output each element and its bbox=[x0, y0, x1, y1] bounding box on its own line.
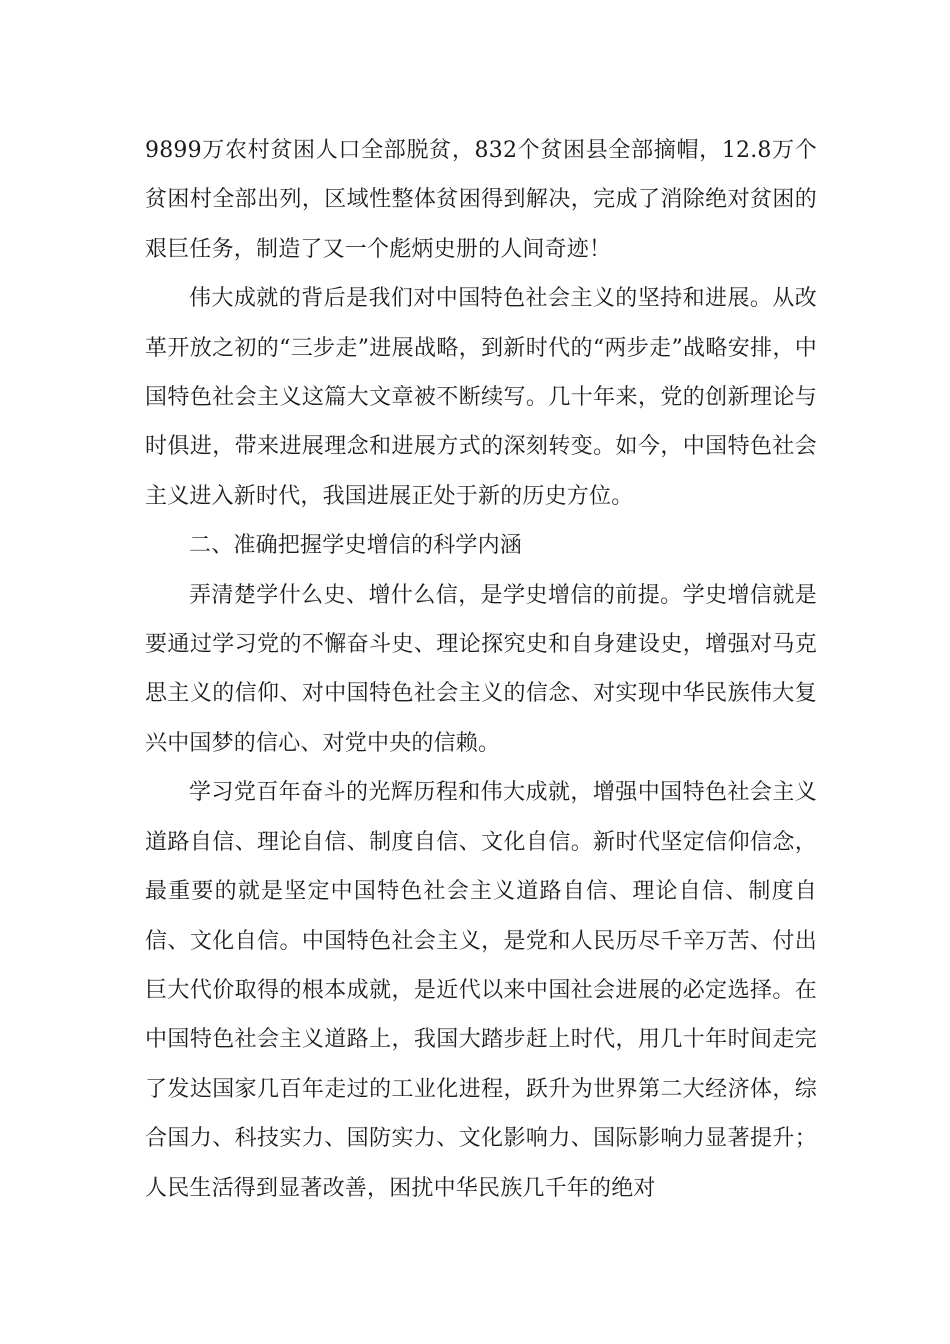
document-body bbox=[145, 126, 817, 1213]
paragraph-premise: 弄清楚学什么史、增什么信，是学史增信的前提。学史增信就是要通过学习党的不懈奋斗史、理论探究史和自身建设史，增强对马克思主义的信仰、对中国特色社会主义的信念、对实现中华民族伟大复兴中国梦的信心、对党中央的信赖。 bbox=[145, 582, 817, 756]
paragraph-achievements: 伟大成就的背后是我们对中国特色社会主义的坚持和进展。从改革开放之初的“三步走”进展战略，到新时代的“两步走”战略安排，中国特色社会主义这篇大文章被不断续写。几十年来，党的创新理论与时俱进，带来进展理念和进展方式的深刻转变。如今，中国特色社会主义进入新时代，我国进展正处于新的历史方位。 bbox=[145, 286, 817, 509]
section-heading: 二、准确把握学史增信的科学内涵 bbox=[189, 533, 523, 559]
paragraph-confidence: 学习党百年奋斗的光辉历程和伟大成就，增强中国特色社会主义道路自信、理论自信、制度自信、文化自信。新时代坚定信仰信念，最重要的就是坚定中国特色社会主义道路自信、理论自信、制度自信、文化自信。中国特色社会主义，是党和人民历尽千辛万苦、付出巨大代价取得的根本成就，是近代以来中国社会进展的必定选择。在中国特色社会主义道路上，我国大踏步赶上时代，用几十年时间走完了发达国家几百年走过的工业化进程，跃升为世界第二大经济体，综合国力、科技实力、国防实力、文化影响力、国际影响力显著提升；人民生活得到显著改善，困扰中华民族几千年的绝对 bbox=[145, 780, 817, 1201]
paragraph-continued: 9899万农村贫困人口全部脱贫，832个贫困县全部摘帽，12.8万个贫困村全部出列，区域性整体贫困得到解决，完成了消除绝对贫困的艰巨任务，制造了又一个彪炳史册的人间奇迹！ bbox=[145, 138, 817, 262]
